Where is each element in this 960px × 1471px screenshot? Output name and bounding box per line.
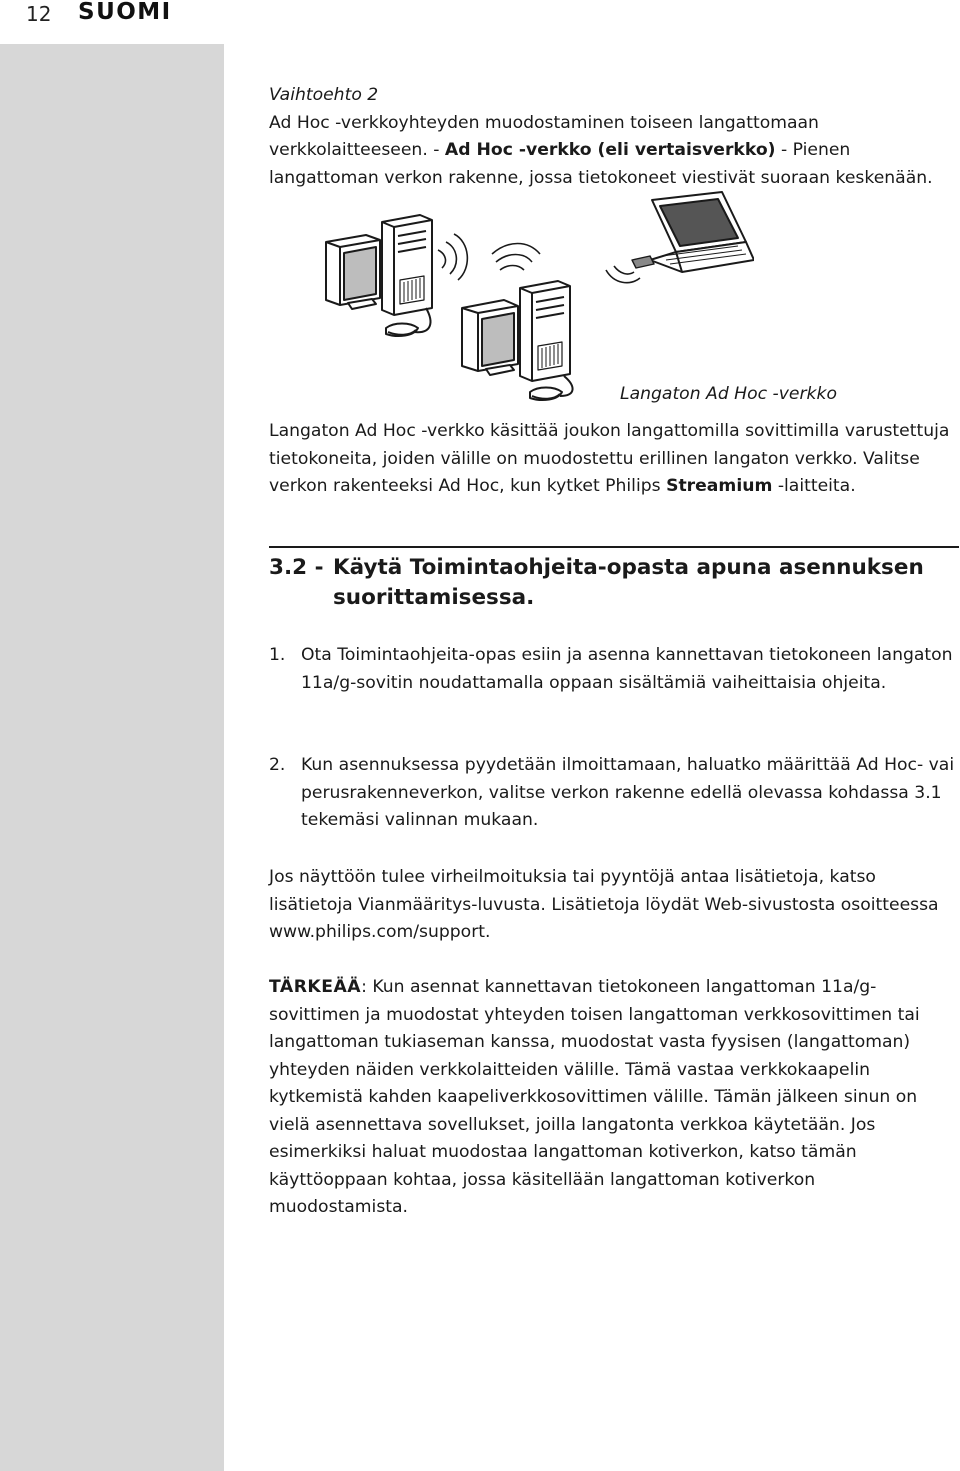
- note-paragraph: Jos näyttöön tulee virheilmoituksia tai pyyntöjä antaa lisätietoja, katso lisätietoja Vianmääritys-luvusta. Lisätietoja löydät Web-sivustosta osoitteessa www.philips.com/support.: [269, 867, 939, 942]
- section-title-line-2: suorittamisessa.: [333, 585, 535, 610]
- description-text-2: -laitteita.: [772, 476, 856, 496]
- section-divider: [269, 546, 959, 548]
- important-paragraph: [269, 974, 954, 1222]
- section-heading: [269, 553, 959, 613]
- brand-name: Streamium: [666, 476, 773, 496]
- step-number: 2.: [269, 755, 286, 775]
- description-paragraph: [269, 418, 954, 501]
- section-title-line-1: Käytä Toimintaohjeita-opasta apuna asennuksen: [333, 555, 924, 580]
- option-title: Vaihtoehto 2: [269, 85, 379, 105]
- option-text-2: - Pienen langattoman verkon rakenne, jossa tietokoneet viestivät suoraan keskenään.: [269, 140, 933, 188]
- figure-caption: Langaton Ad Hoc -verkko: [620, 384, 837, 404]
- page-number: 12: [26, 2, 52, 26]
- adapter-2-icon: [530, 388, 562, 401]
- list-item: [269, 752, 959, 835]
- ad-hoc-network-illustration: [314, 190, 754, 412]
- laptop-icon: [632, 192, 754, 272]
- step-text: Ota Toimintaohjeita-opas esiin ja asenna kannettavan tietokoneen langaton 11a/g-sovitin noudattamalla oppaan sisältämiä vaiheittaisia ohjeita.: [301, 645, 953, 693]
- step-number: 1.: [269, 645, 286, 665]
- page-header: [0, 0, 960, 44]
- monitor-1-icon: [326, 235, 380, 309]
- important-text: : Kun asennat kannettavan tietokoneen langattoman 11a/g-sovittimen ja muodostat yhteyden toisen langattoman verkkosovittimen tai langattoman tukiaseman kanssa, muodostat vasta fyysisen (langattoman) yhteyden näiden verkkolaitteiden välille. Tämä vastaa verkkokaapelin kytkemistä kahden kaapeliverkkosovittimen välille. Tämän jälkeen sinun on vielä asennettava sovellukset, joilla langatonta verkkoa käytetään. Jos esimerkiksi haluat muodostaa langattoman kotiverkon, katso tämän käyttöoppaan kohtaa, jossa käsitellään langattoman kotiverkon muodostamista.: [269, 977, 920, 1217]
- option-bold-term: Ad Hoc -verkko (eli vertaisverkko): [444, 140, 776, 160]
- wireless-waves-icon: [438, 234, 640, 283]
- tower-2-icon: [520, 281, 570, 381]
- section-number: 3.2 -: [269, 555, 324, 580]
- step-text: Kun asennuksessa pyydetään ilmoittamaan, haluatko määrittää Ad Hoc- vai perusrakenneverkon, valitse verkon rakenne edellä olevassa kohdassa 3.1 tekemäsi valinnan mukaan.: [301, 755, 955, 830]
- list-item: [269, 642, 959, 697]
- important-label: TÄRKEÄÄ: [269, 977, 362, 997]
- tower-1-icon: [382, 215, 432, 315]
- option-text-1: Ad Hoc -verkkoyhteyden muodostaminen toiseen langattomaan verkkolaitteeseen. -: [269, 112, 819, 160]
- adapter-1-icon: [386, 324, 418, 337]
- monitor-2-icon: [462, 300, 518, 375]
- description-text-1: Langaton Ad Hoc -verkko käsittää joukon langattomilla sovittimilla varustettuja tietokoneita, joiden välille on muodostettu erillinen langaton verkko. Valitse verkon rakenteeksi Ad Hoc, kun kytket Philips: [269, 421, 950, 496]
- option-paragraph: [269, 82, 959, 192]
- left-margin-band: [0, 44, 224, 1471]
- language-label: SUOMI: [78, 0, 172, 25]
